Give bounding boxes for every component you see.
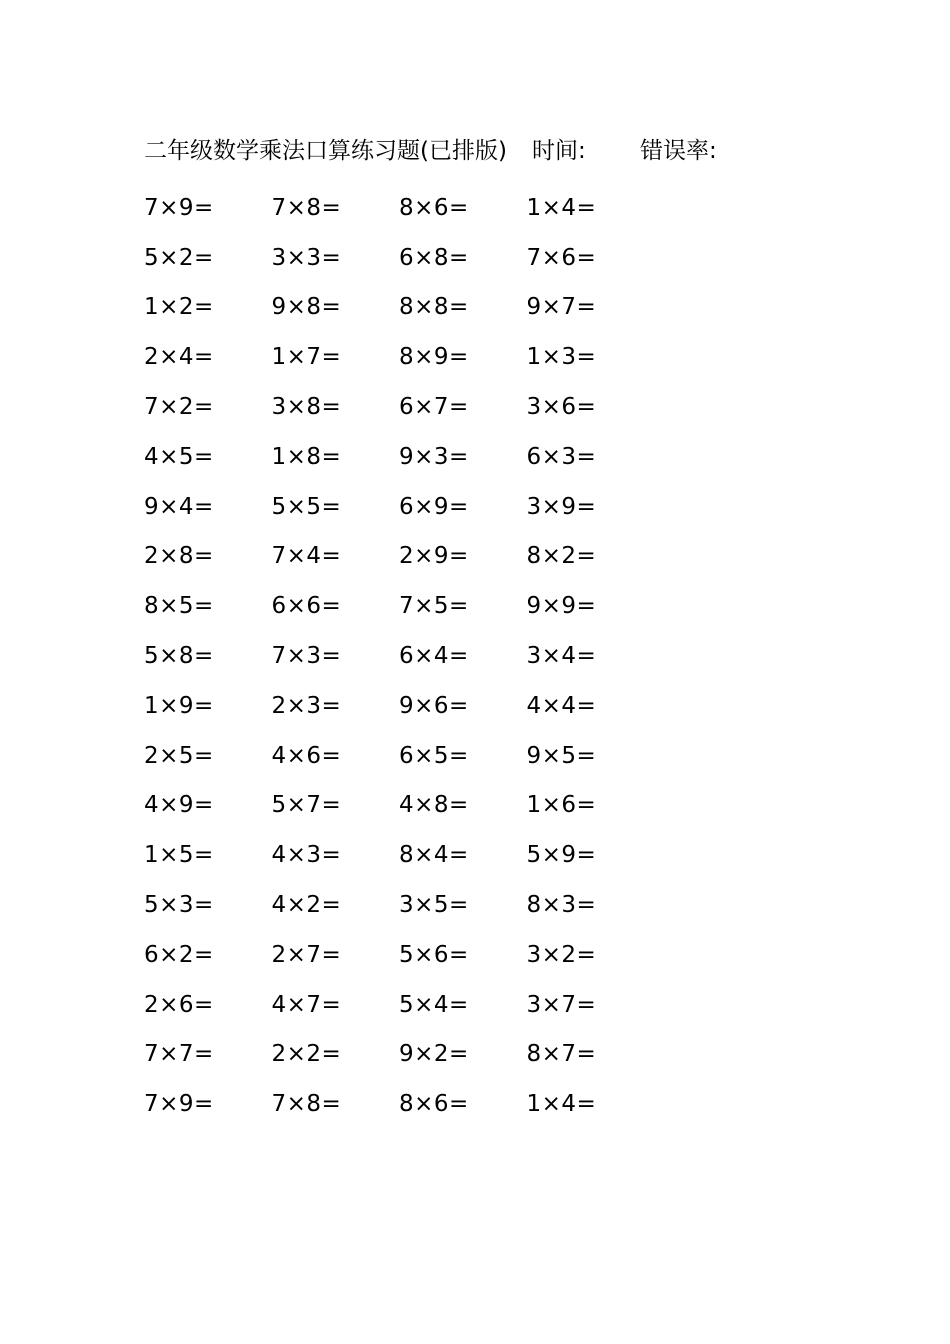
- problem-row: [144, 631, 704, 681]
- problem-item: 9×4=: [144, 493, 214, 520]
- problem-item: 7×3=: [271, 643, 342, 670]
- problem-item: 3×8=: [271, 394, 342, 421]
- problem-item: 1×5=: [144, 842, 214, 869]
- problem-item: 4×7=: [271, 991, 342, 1018]
- problem-item: 7×7=: [144, 1041, 214, 1068]
- problem-row: [144, 183, 704, 233]
- problem-item: 3×2=: [526, 941, 597, 968]
- problem-item: 7×4=: [271, 543, 342, 570]
- problem-item: 1×8=: [271, 443, 342, 470]
- problem-item: 2×9=: [399, 543, 469, 570]
- problem-item: 3×5=: [399, 892, 469, 919]
- problem-item: 6×2=: [144, 941, 214, 968]
- problem-row: [144, 233, 704, 283]
- problem-item: 5×7=: [271, 792, 342, 819]
- problem-item: 5×3=: [144, 892, 214, 919]
- problem-item: 6×5=: [399, 742, 469, 769]
- problem-item: 2×5=: [144, 742, 214, 769]
- problem-item: 1×4=: [526, 194, 597, 221]
- problem-item: 9×8=: [271, 294, 342, 321]
- problem-item: 6×7=: [399, 394, 469, 421]
- problem-row: [144, 1079, 704, 1129]
- problem-item: 4×9=: [144, 792, 214, 819]
- problem-row: [144, 581, 704, 631]
- problem-item: 4×5=: [144, 443, 214, 470]
- problem-item: 6×6=: [271, 593, 342, 620]
- problem-row: [144, 532, 704, 582]
- problem-item: 1×9=: [144, 692, 214, 719]
- worksheet-title: 二年级数学乘法口算练习题(已排版): [144, 138, 507, 164]
- error-rate-label: 错误率:: [640, 138, 717, 164]
- problem-row: [144, 382, 704, 432]
- problem-item: 7×2=: [144, 394, 214, 421]
- problem-item: 4×3=: [271, 842, 342, 869]
- problem-item: 3×6=: [526, 394, 597, 421]
- problem-row: [144, 332, 704, 382]
- problem-item: 8×9=: [399, 344, 469, 371]
- problem-item: 2×6=: [144, 991, 214, 1018]
- problem-row: [144, 681, 704, 731]
- problem-item: 7×5=: [399, 593, 469, 620]
- problem-item: 9×7=: [526, 294, 597, 321]
- problem-item: 3×4=: [526, 643, 597, 670]
- problem-item: 1×2=: [144, 294, 214, 321]
- problem-item: 9×6=: [399, 692, 469, 719]
- problem-item: 5×6=: [399, 941, 469, 968]
- problem-item: 8×6=: [399, 194, 469, 221]
- problem-item: 1×6=: [526, 792, 597, 819]
- problem-item: 7×9=: [144, 194, 214, 221]
- problem-item: 8×6=: [399, 1091, 469, 1118]
- time-label: 时间:: [532, 138, 586, 164]
- problem-item: 9×2=: [399, 1041, 469, 1068]
- problem-row: [144, 781, 704, 831]
- problem-item: 6×3=: [526, 443, 597, 470]
- problem-item: 8×5=: [144, 593, 214, 620]
- problem-item: 5×5=: [271, 493, 342, 520]
- problem-item: 8×7=: [526, 1041, 597, 1068]
- problem-item: 4×8=: [399, 792, 469, 819]
- problem-row: [144, 482, 704, 532]
- problem-item: 7×6=: [526, 244, 597, 271]
- problem-row: [144, 283, 704, 333]
- problem-item: 9×5=: [526, 742, 597, 769]
- problem-item: 1×7=: [271, 344, 342, 371]
- problem-item: 3×7=: [526, 991, 597, 1018]
- problem-item: 9×3=: [399, 443, 469, 470]
- problem-item: 6×4=: [399, 643, 469, 670]
- problem-item: 6×9=: [399, 493, 469, 520]
- problem-item: 5×4=: [399, 991, 469, 1018]
- problem-item: 4×6=: [271, 742, 342, 769]
- problem-row: [144, 1030, 704, 1080]
- problem-item: 2×8=: [144, 543, 214, 570]
- problem-row: [144, 432, 704, 482]
- problem-item: 8×3=: [526, 892, 597, 919]
- problem-item: 7×8=: [271, 194, 342, 221]
- problem-item: 3×9=: [526, 493, 597, 520]
- problem-item: 2×2=: [271, 1041, 342, 1068]
- problem-grid: [144, 183, 704, 1129]
- problem-item: 2×3=: [271, 692, 342, 719]
- problem-row: [144, 980, 704, 1030]
- problem-item: 8×8=: [399, 294, 469, 321]
- problem-row: [144, 880, 704, 930]
- problem-item: 8×4=: [399, 842, 469, 869]
- problem-item: 5×9=: [526, 842, 597, 869]
- problem-item: 9×9=: [526, 593, 597, 620]
- problem-item: 4×2=: [271, 892, 342, 919]
- problem-item: 1×3=: [526, 344, 597, 371]
- problem-row: [144, 930, 704, 980]
- problem-item: 5×8=: [144, 643, 214, 670]
- problem-row: [144, 830, 704, 880]
- problem-row: [144, 731, 704, 781]
- problem-item: 5×2=: [144, 244, 214, 271]
- problem-item: 6×8=: [399, 244, 469, 271]
- problem-item: 4×4=: [526, 692, 597, 719]
- problem-item: 8×2=: [526, 543, 597, 570]
- problem-item: 1×4=: [526, 1091, 597, 1118]
- problem-item: 7×8=: [271, 1091, 342, 1118]
- problem-item: 2×7=: [271, 941, 342, 968]
- problem-item: 3×3=: [271, 244, 342, 271]
- problem-item: 7×9=: [144, 1091, 214, 1118]
- problem-item: 2×4=: [144, 344, 214, 371]
